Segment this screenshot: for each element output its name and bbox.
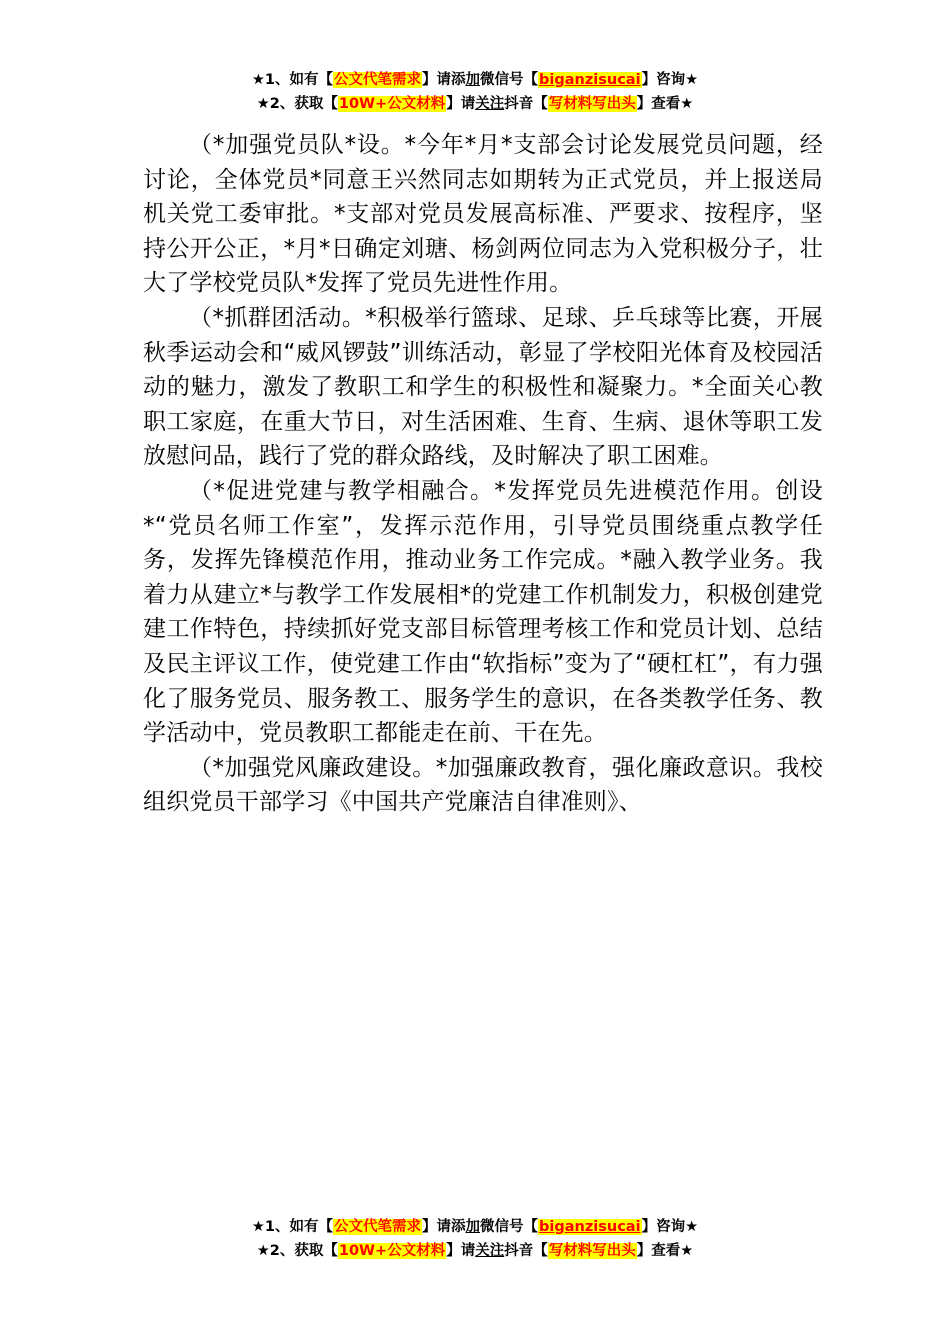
footer-line-1-underlined: 加: [465, 1219, 481, 1235]
footer-line-2: [0, 1239, 950, 1263]
header-line-1: [0, 68, 950, 92]
footer-line-2-mid2: 抖音【: [504, 1243, 548, 1259]
document-body: [143, 128, 823, 820]
body-paragraph-4: （*加强党风廉政建设。*加强廉政教育，强化廉政意识。我校组织党员干部学习《中国共产党廉洁自律准则》、: [143, 754, 823, 816]
footer-line-2-prefix: ★2、获取【: [256, 1243, 338, 1259]
header-line-2-mid1: 】请: [446, 96, 476, 112]
footer-line-1-suffix: 】咨询★: [641, 1219, 699, 1235]
header-banner: [0, 68, 950, 116]
footer-wechat-id-highlight: biganzisucai: [539, 1219, 641, 1235]
body-paragraph-2: （*抓群团活动。*积极举行篮球、足球、乒乓球等比赛，开展秋季运动会和“威风锣鼓”训练活动，彰显了学校阳光体育及校园活动的魅力，激发了教职工和学生的积极性和凝聚力。*全面关心教职工家庭，在重大节日，对生活困难、生育、生病、退休等职工发放慰问品，践行了党的群众路线，及时解决了职工困难。: [143, 304, 823, 470]
header-line-1-mid1: 】请添: [422, 72, 466, 88]
footer-line-2-mid1: 】请: [446, 1243, 476, 1259]
footer-douyin-account-highlight: 写材料写出头: [548, 1243, 636, 1259]
footer-line-1-prefix: ★1、如有【: [251, 1219, 334, 1235]
header-line-2-prefix: ★2、获取【: [256, 96, 338, 112]
header-line-2-suffix: 】查看★: [636, 96, 694, 112]
header-line-2-underlined: 关注: [475, 96, 505, 112]
header-line-1-underlined: 加: [465, 72, 481, 88]
footer-line-1-mid2: 微信号【: [480, 1219, 539, 1235]
header-line-1-prefix: ★1、如有【: [251, 72, 334, 88]
wechat-id-highlight: biganzisucai: [539, 72, 641, 88]
footer-banner: [0, 1215, 950, 1263]
header-line-2-mid2: 抖音【: [504, 96, 548, 112]
body-paragraph-3: （*促进党建与教学相融合。*发挥党员先进模范作用。创设*“党员名师工作室”，发挥示范作用，引导党员围绕重点教学任务，发挥先锋模范作用，推动业务工作完成。*融入教学业务。我着力从建立*与教学工作发展相*的党建工作机制发力，积极创建党建工作特色，持续抓好党支部目标管理考核工作和党员计划、总结及民主评议工作，使党建工作由“软指标”变为了“硬杠杠”，有力强化了服务党员、服务教工、服务学生的意识，在各类教学任务、教学活动中，党员教职工都能走在前、干在先。: [143, 477, 823, 747]
materials-highlight: 10W+公文材料: [338, 96, 446, 112]
header-line-1-suffix: 】咨询★: [641, 72, 699, 88]
douyin-account-highlight: 写材料写出头: [548, 96, 636, 112]
body-paragraph-1: （*加强党员队*设。*今年*月*支部会讨论发展党员问题，经讨论，全体党员*同意王兴然同志如期转为正式党员，并上报送局机关党工委审批。*支部对党员发展高标准、严要求、按程序，坚持公开公正，*月*日确定刘瑭、杨剑两位同志为入党积极分子，壮大了学校党员队*发挥了党员先进性作用。: [143, 132, 823, 297]
footer-line-1: [0, 1215, 950, 1239]
header-line-2: [0, 92, 950, 116]
header-line-1-mid2: 微信号【: [480, 72, 539, 88]
footer-line-2-suffix: 】查看★: [636, 1243, 694, 1259]
footer-service-highlight: 公文代笔需求: [334, 1219, 422, 1235]
footer-materials-highlight: 10W+公文材料: [338, 1243, 446, 1259]
service-highlight: 公文代笔需求: [334, 72, 422, 88]
footer-line-2-underlined: 关注: [475, 1243, 505, 1259]
footer-line-1-mid1: 】请添: [422, 1219, 466, 1235]
